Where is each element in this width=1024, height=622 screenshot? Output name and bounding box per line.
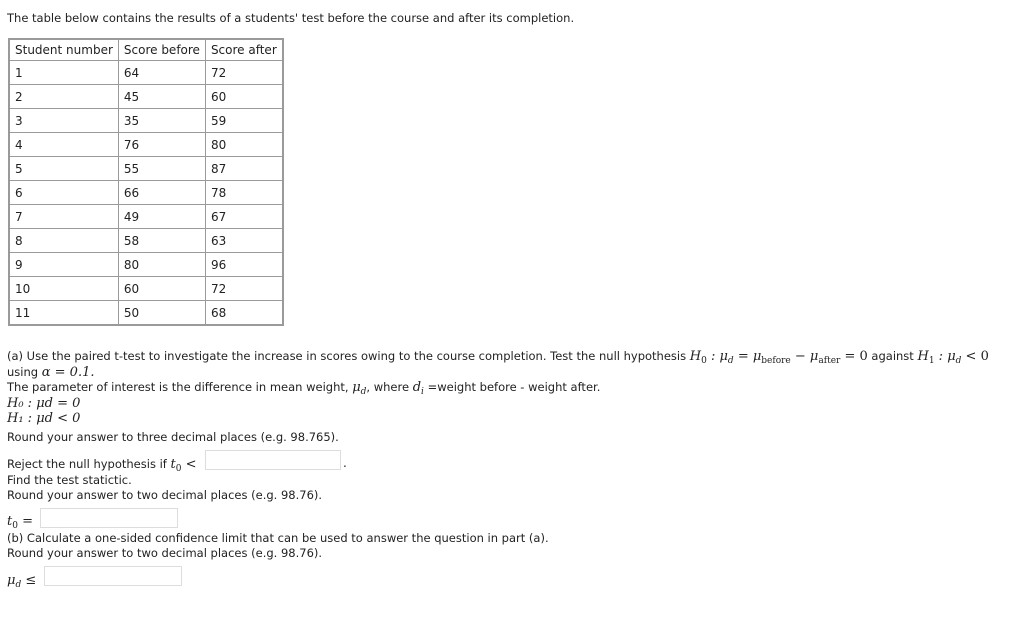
table-row [9, 61, 283, 85]
cell-score-after: 72 [205, 61, 282, 85]
table-row [9, 253, 283, 277]
cell-score-before: 60 [118, 277, 205, 301]
cell-student-number: 3 [9, 109, 118, 133]
round-two-instruction: Round your answer to two decimal places (e.g. 98.76). [7, 488, 323, 502]
mu-d-leq-label: $\mu_d$ ≤ [7, 573, 37, 590]
cell-score-after: 78 [205, 181, 282, 205]
header-score-after: Score after [205, 39, 282, 61]
cell-score-after: 68 [205, 301, 282, 326]
cell-score-before: 50 [118, 301, 205, 326]
table-row [9, 181, 283, 205]
header-score-before: Score before [118, 39, 205, 61]
cell-score-before: 58 [118, 229, 205, 253]
cell-student-number: 10 [9, 277, 118, 301]
cell-score-after: 80 [205, 133, 282, 157]
cell-student-number: 2 [9, 85, 118, 109]
alt-hypothesis-formula: $H_1$ : $\mu_d < 0$ [917, 349, 989, 366]
header-student-number: Student number [9, 39, 118, 61]
mu-d-symbol: $\mu_d$ [352, 380, 367, 397]
part-b-round-instruction: Round your answer to two decimal places (e.g. 98.76). [7, 546, 323, 560]
cell-score-before: 64 [118, 61, 205, 85]
find-statistic-text: Find the test statictic. [7, 473, 132, 487]
cell-score-after: 87 [205, 157, 282, 181]
table-row [9, 277, 283, 301]
part-b-question: (b) Calculate a one-sided confidence limit that can be used to answer the question in part (a). [7, 531, 549, 545]
cell-score-after: 59 [205, 109, 282, 133]
cell-student-number: 8 [9, 229, 118, 253]
reject-threshold-input[interactable] [205, 450, 341, 470]
cell-score-after: 67 [205, 205, 282, 229]
cell-student-number: 4 [9, 133, 118, 157]
table-row [9, 133, 283, 157]
intro-text: The table below contains the results of a students' test before the course and after its completion. [7, 11, 575, 25]
cell-student-number: 9 [9, 253, 118, 277]
h0-line: H₀ : μd = 0 [7, 396, 81, 411]
cell-score-before: 35 [118, 109, 205, 133]
cell-score-before: 55 [118, 157, 205, 181]
cell-score-after: 72 [205, 277, 282, 301]
cell-student-number: 6 [9, 181, 118, 205]
null-hypothesis-formula: $H_0$ : $\mu_d = \mu_{before} - \mu_{after} = 0$ [689, 349, 868, 366]
alpha-value: α = 0.1. [41, 365, 95, 380]
table-row [9, 157, 283, 181]
test-statistic-input[interactable] [40, 508, 178, 528]
alpha-line: using α = 0.1. [7, 365, 95, 380]
cell-score-after: 96 [205, 253, 282, 277]
cell-student-number: 7 [9, 205, 118, 229]
against-text: against [867, 349, 918, 363]
scores-table [8, 38, 284, 326]
part-a-text: (a) Use the paired t-test to investigate the increase in scores owing to the course completion. Test the null hypothesis [7, 349, 690, 363]
table-row [9, 301, 283, 326]
t0-symbol: $t_0$ < [170, 457, 197, 474]
cell-score-after: 63 [205, 229, 282, 253]
cell-score-before: 80 [118, 253, 205, 277]
parameter-line: The parameter of interest is the difference in mean weight, $\mu_d$, where $d_i$ =weight before - weight after. [7, 380, 601, 397]
cell-score-before: 45 [118, 85, 205, 109]
table-row [9, 229, 283, 253]
part-a-question [7, 349, 989, 364]
cell-score-before: 49 [118, 205, 205, 229]
cell-student-number: 11 [9, 301, 118, 326]
cell-student-number: 5 [9, 157, 118, 181]
cell-score-after: 60 [205, 85, 282, 109]
table-header-row [9, 39, 283, 61]
reject-line: Reject the null hypothesis if $t_0$ < [7, 457, 197, 474]
h1-line: H₁ : μd < 0 [7, 411, 81, 426]
cell-score-before: 66 [118, 181, 205, 205]
table-row [9, 205, 283, 229]
cell-score-before: 76 [118, 133, 205, 157]
round-three-instruction: Round your answer to three decimal places (e.g. 98.765). [7, 430, 339, 444]
t0-label: $t_0$ = [7, 514, 34, 531]
table-row [9, 109, 283, 133]
cell-student-number: 1 [9, 61, 118, 85]
table-row [9, 85, 283, 109]
d-i-symbol: $d_i$ [412, 380, 424, 397]
confidence-limit-input[interactable] [44, 566, 182, 586]
